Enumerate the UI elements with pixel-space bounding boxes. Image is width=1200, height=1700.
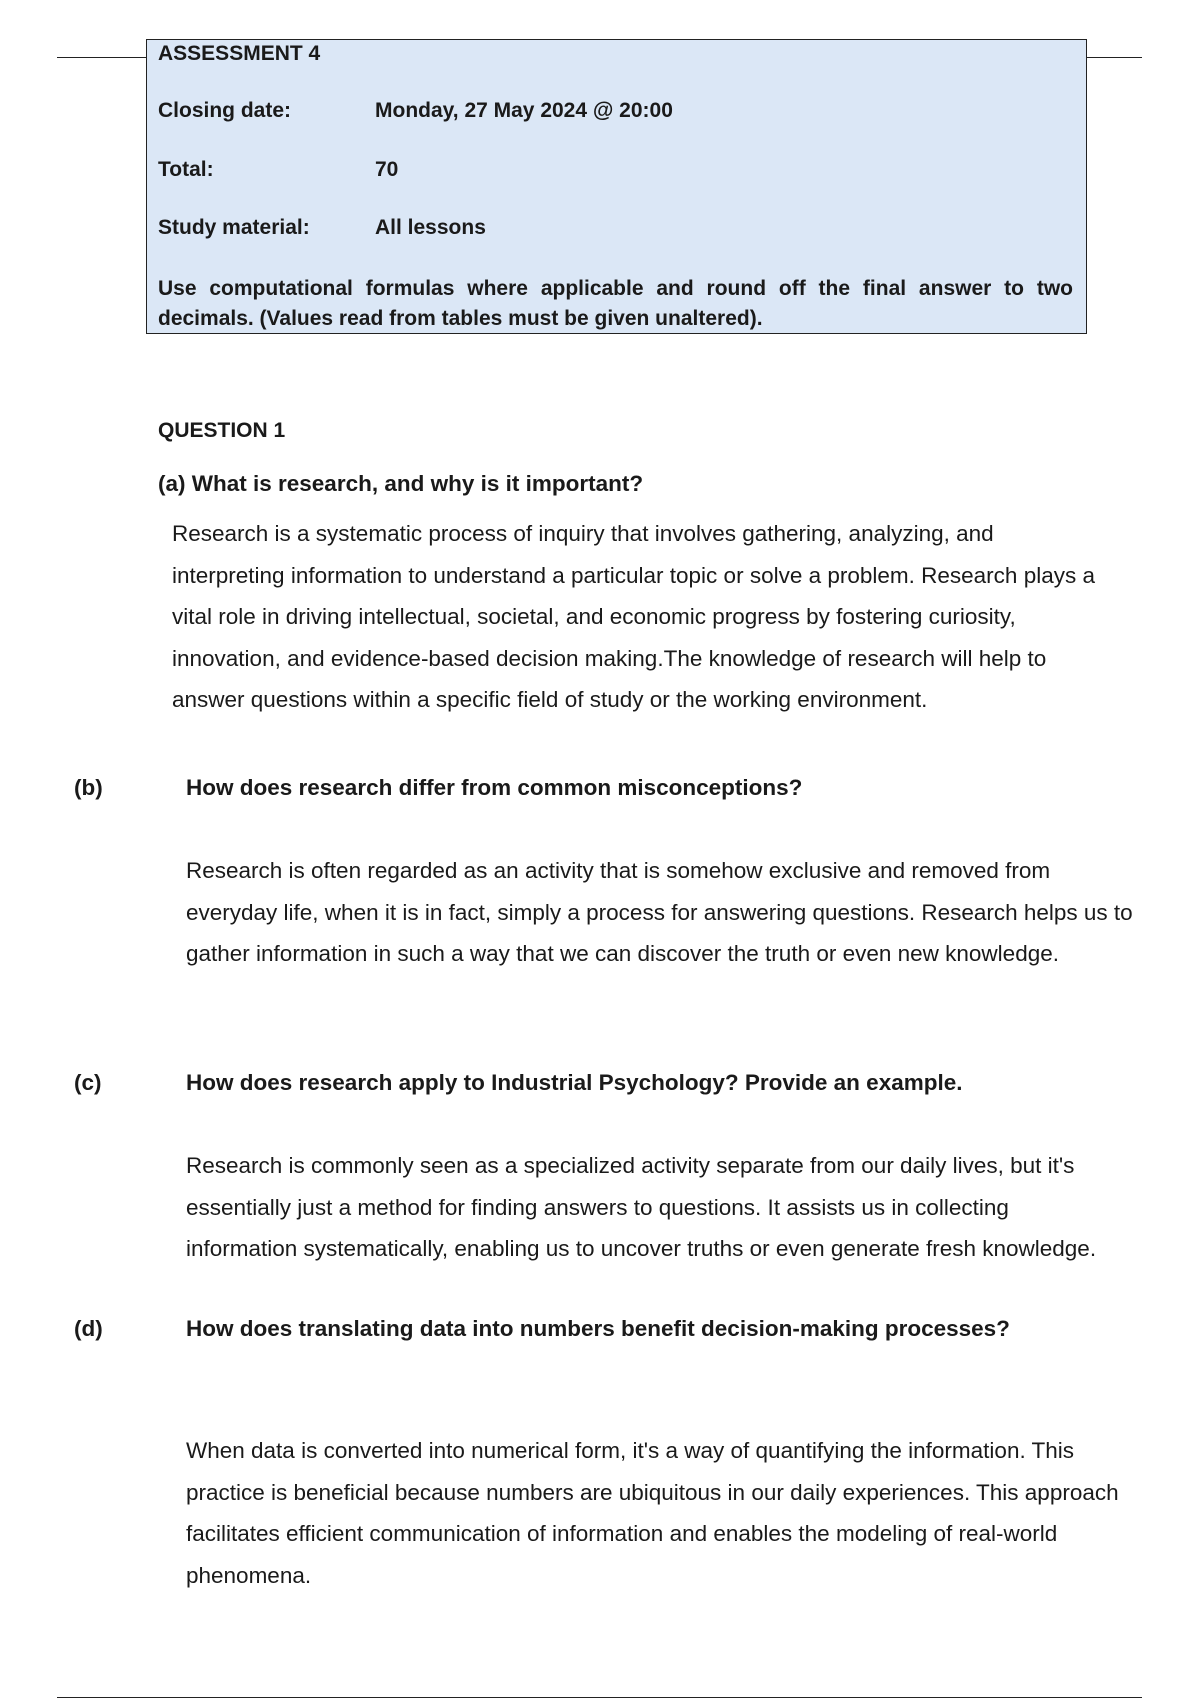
total-label: Total:: [158, 158, 214, 181]
part-b-question: How does research differ from common misconceptions?: [186, 775, 803, 800]
study-material-label: Study material:: [158, 216, 310, 239]
closing-date-label: Closing date:: [158, 99, 292, 122]
part-d-answer: When data is converted into numerical form, it's a way of quantifying the information. This practice is beneficial because numbers are ubiquitous in our daily experiences. This approach facilitates efficient communication of information and enables the modeling of real-world phenomena.: [186, 1438, 1119, 1588]
total-value: 70: [375, 158, 399, 181]
part-a-answer: Research is a systematic process of inquiry that involves gathering, analyzing, and interpreting information to understand a particular topic or solve a problem. Research plays a vital role in driving intellectual, societal, and economic progress by fostering curiosity, innovation, and evidence-based decision making.The knowledge of research will help to answer questions within a specific field of study or the working environment.: [172, 521, 1095, 712]
assessment-title: ASSESSMENT 4: [158, 42, 321, 65]
header-rule-left: [57, 57, 146, 58]
part-c-question: How does research apply to Industrial Psychology? Provide an example.: [186, 1070, 963, 1095]
part-c-answer: Research is commonly seen as a specialized activity separate from our daily lives, but it's essentially just a method for finding answers to questions. It assists us in collecting information systematically, enabling us to uncover truths or even generate fresh knowledge.: [186, 1153, 1097, 1261]
header-rule-right: [1087, 57, 1142, 58]
part-b-answer: Research is often regarded as an activity that is somehow exclusive and removed from everyday life, when it is in fact, simply a process for answering questions. Research helps us to gather information in such a way that we can discover the truth or even new knowledge.: [186, 858, 1133, 966]
assessment-info-box: [146, 39, 1087, 334]
study-material-value: All lessons: [375, 216, 486, 239]
part-b-letter: (b): [74, 775, 103, 800]
instructions-note: Use computational formulas where applicable and round off the final answer to two decimals. (Values read from tables must be given unaltered).: [158, 277, 1073, 330]
question-heading: QUESTION 1: [158, 419, 286, 442]
part-c-letter: (c): [74, 1070, 102, 1095]
part-d-letter: (d): [74, 1316, 103, 1341]
footer-rule: [57, 1697, 1142, 1698]
part-d-question: How does translating data into numbers benefit decision-making processes?: [186, 1316, 1010, 1341]
closing-date-value: Monday, 27 May 2024 @ 20:00: [375, 99, 673, 122]
part-a-question: (a) What is research, and why is it important?: [158, 471, 644, 496]
